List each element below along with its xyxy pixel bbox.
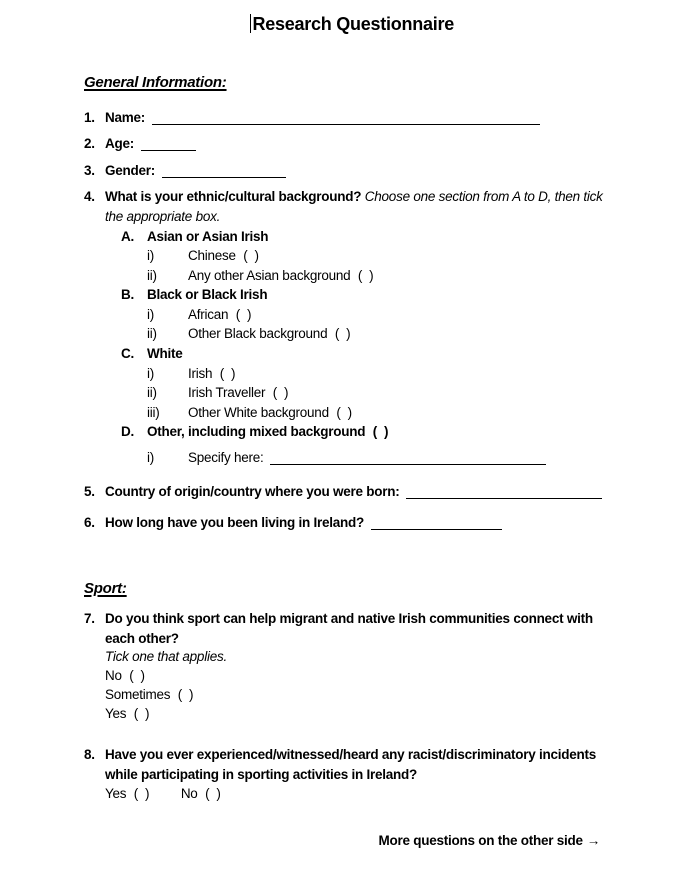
country-answer-blank[interactable]	[406, 487, 602, 499]
question-1-name	[84, 108, 620, 128]
question-6-time-in-ireland	[84, 513, 620, 533]
gender-answer-blank[interactable]	[162, 166, 286, 178]
option-no	[181, 786, 221, 801]
section-heading-sport: Sport:	[84, 580, 127, 598]
yes-tick-box[interactable]: ( )	[133, 786, 150, 802]
option-chinese	[147, 246, 620, 266]
chinese-tick-box[interactable]: ( )	[243, 248, 259, 264]
option-label: Yes	[105, 706, 127, 722]
option-label: Any other Asian background	[188, 267, 351, 283]
option-other-white	[147, 403, 620, 423]
option-label: Chinese	[188, 248, 236, 264]
option-label: Sometimes	[105, 687, 171, 703]
option-label: Irish	[188, 365, 213, 381]
option-numeral: i)	[147, 248, 154, 264]
footer-text: More questions on the other side	[378, 833, 583, 849]
duration-answer-blank[interactable]	[371, 518, 502, 530]
other-black-tick-box[interactable]: ( )	[334, 326, 351, 342]
option-numeral: ii)	[147, 385, 157, 401]
option-numeral: i)	[147, 449, 154, 465]
question-2-age	[84, 134, 620, 154]
option-yes	[105, 705, 620, 723]
option-label: Irish Traveller	[188, 385, 266, 401]
section-heading-general-information: General Information:	[84, 74, 227, 91]
question-instruction: Tick one that applies.	[105, 649, 227, 665]
document-title	[84, 12, 620, 36]
question-label: How long have you been living in Ireland?	[105, 514, 365, 530]
option-label: Specify here:	[188, 449, 264, 465]
question-3-gender	[84, 161, 620, 181]
option-numeral: ii)	[147, 267, 157, 283]
sometimes-tick-box[interactable]: ( )	[177, 687, 194, 703]
question-number: 6.	[84, 514, 95, 530]
question-number: 2.	[84, 136, 95, 152]
question-label: Age:	[105, 136, 134, 152]
irish-traveller-tick-box[interactable]: ( )	[272, 385, 289, 401]
other-white-tick-box[interactable]: ( )	[336, 404, 352, 420]
footer-note	[84, 831, 620, 851]
option-label: Yes	[105, 786, 127, 802]
option-label: Other Black background	[188, 326, 328, 342]
group-letter: B.	[121, 287, 134, 303]
option-irish-traveller	[147, 383, 620, 403]
specify-answer-blank[interactable]	[270, 453, 546, 465]
group-a-asian	[121, 227, 620, 247]
option-numeral: iii)	[147, 404, 160, 420]
option-african	[147, 305, 620, 325]
option-no	[105, 667, 620, 685]
question-number: 4.	[84, 189, 95, 205]
group-letter: A.	[121, 228, 134, 244]
question-7-sport-connect	[84, 609, 620, 723]
other-mixed-tick-box[interactable]: ( )	[372, 424, 389, 440]
option-specify-here	[147, 448, 620, 468]
option-other-black	[147, 324, 620, 344]
yes-tick-box[interactable]: ( )	[133, 706, 150, 722]
question-8-racist-incidents	[84, 745, 620, 803]
question-instruction: Choose one section from A to D, then tick the appropriate box.	[105, 189, 603, 224]
question-label: Country of origin/country where you were born:	[105, 484, 400, 500]
option-irish	[147, 364, 620, 384]
group-letter: C.	[121, 345, 134, 361]
other-asian-tick-box[interactable]: ( )	[357, 267, 374, 283]
option-label: No	[180, 786, 198, 802]
question-5-country-of-origin	[84, 482, 620, 502]
option-other-asian	[147, 266, 620, 286]
question-prompt: What is your ethnic/cultural background?	[105, 189, 362, 205]
question-number: 7.	[84, 611, 95, 627]
option-label: African	[188, 306, 229, 322]
question-4-ethnic-background	[84, 187, 620, 226]
question-number: 3.	[84, 162, 95, 178]
document-title-text: Research Questionnaire	[252, 14, 455, 34]
name-answer-blank[interactable]	[152, 113, 540, 125]
group-b-black	[121, 285, 620, 305]
right-arrow-icon: →	[586, 833, 600, 849]
option-yes	[105, 786, 153, 801]
question-prompt: Do you think sport can help migrant and native Irish communities connect with each other?	[105, 611, 593, 646]
group-letter: D.	[121, 424, 134, 440]
question-8-options	[105, 785, 620, 803]
group-label: White	[147, 345, 183, 361]
option-label: Other White background	[188, 404, 329, 420]
option-sometimes	[105, 686, 620, 704]
question-number: 8.	[84, 747, 95, 763]
group-label: Other, including mixed background	[147, 424, 366, 440]
group-label: Black or Black Irish	[147, 287, 268, 303]
group-d-other-mixed	[121, 422, 620, 442]
no-tick-box[interactable]: ( )	[129, 668, 145, 684]
question-number: 1.	[84, 109, 95, 125]
question-prompt: Have you ever experienced/witnessed/heard any racist/discriminatory incidents while participating in sporting activities in Ireland?	[105, 747, 596, 782]
option-numeral: i)	[147, 365, 154, 381]
option-numeral: ii)	[147, 326, 157, 342]
option-numeral: i)	[147, 306, 154, 322]
question-label: Name:	[105, 109, 146, 125]
group-c-white	[121, 344, 620, 364]
question-number: 5.	[84, 484, 95, 500]
no-tick-box[interactable]: ( )	[205, 786, 221, 802]
age-answer-blank[interactable]	[141, 139, 196, 151]
question-label: Gender:	[105, 162, 156, 178]
irish-tick-box[interactable]: ( )	[219, 365, 236, 381]
option-label: No	[105, 668, 122, 684]
group-label: Asian or Asian Irish	[147, 228, 269, 244]
african-tick-box[interactable]: ( )	[235, 306, 252, 322]
